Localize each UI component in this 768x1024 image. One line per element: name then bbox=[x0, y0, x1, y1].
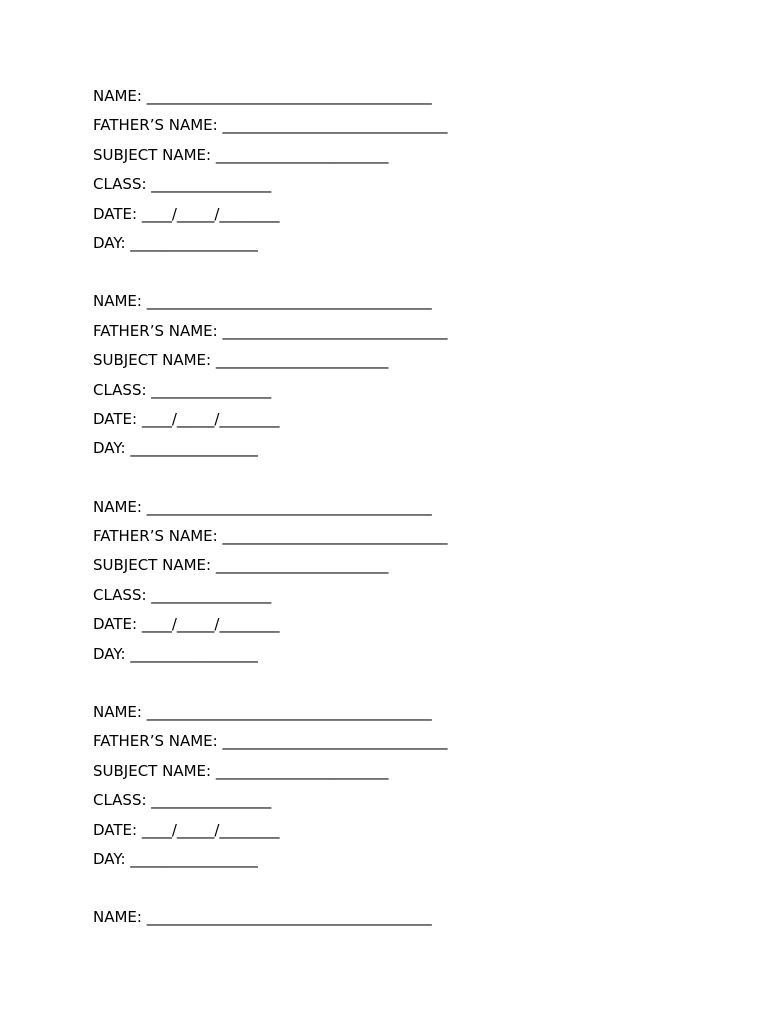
subject-name-field-line: SUBJECT NAME: _______________________ bbox=[93, 145, 389, 164]
student-form-block bbox=[93, 287, 733, 463]
name-field-line: NAME: ______________________________________ bbox=[93, 497, 432, 516]
name-field-line: NAME: ______________________________________ bbox=[93, 908, 432, 927]
day-field-line: DAY: _________________ bbox=[93, 439, 258, 458]
class-field-line: CLASS: ________________ bbox=[93, 791, 272, 810]
subject-name-field-line: SUBJECT NAME: _______________________ bbox=[93, 556, 389, 575]
day-field-line: DAY: _________________ bbox=[93, 849, 258, 868]
date-field-line: DATE: ____/_____/________ bbox=[93, 615, 280, 634]
class-field-line: CLASS: ________________ bbox=[93, 380, 272, 399]
name-field-line: NAME: ______________________________________ bbox=[93, 703, 432, 722]
subject-name-field-line: SUBJECT NAME: _______________________ bbox=[93, 351, 389, 370]
date-field-line: DATE: ____/_____/________ bbox=[93, 820, 280, 839]
fathers-name-field-line: FATHER’S NAME: ______________________________ bbox=[93, 527, 448, 546]
date-field-line: DATE: ____/_____/________ bbox=[93, 204, 280, 223]
fathers-name-field-line: FATHER’S NAME: ______________________________ bbox=[93, 732, 448, 751]
day-field-line: DAY: _________________ bbox=[93, 233, 258, 252]
student-form-block-partial bbox=[93, 903, 733, 932]
name-field-line: NAME: ______________________________________ bbox=[93, 87, 432, 105]
student-form-block bbox=[93, 82, 733, 258]
fathers-name-field-line: FATHER’S NAME: ______________________________ bbox=[93, 116, 448, 135]
form-page bbox=[93, 82, 733, 962]
date-field-line: DATE: ____/_____/________ bbox=[93, 409, 280, 428]
student-form-block bbox=[93, 493, 733, 669]
class-field-line: CLASS: ________________ bbox=[93, 175, 272, 194]
fathers-name-field-line: FATHER’S NAME: ______________________________ bbox=[93, 321, 448, 340]
class-field-line: CLASS: ________________ bbox=[93, 585, 272, 604]
day-field-line: DAY: _________________ bbox=[93, 644, 258, 663]
subject-name-field-line: SUBJECT NAME: _______________________ bbox=[93, 761, 389, 780]
name-field-line: NAME: ______________________________________ bbox=[93, 292, 432, 311]
student-form-block bbox=[93, 698, 733, 874]
